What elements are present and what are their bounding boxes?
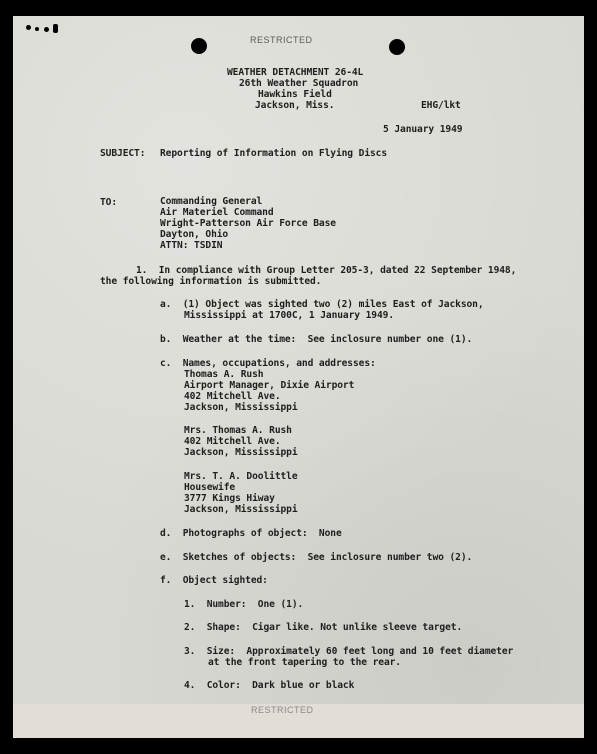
witness-line: Jackson, Mississippi — [184, 402, 298, 413]
witness-line: Mrs. Thomas A. Rush — [184, 425, 292, 436]
witness-line: 3777 Kings Hiway — [184, 493, 275, 504]
header-reference: EHG/lkt — [421, 100, 461, 111]
witness-line: Airport Manager, Dixie Airport — [184, 380, 355, 391]
to-label: TO: — [100, 197, 118, 208]
ink-dot — [35, 27, 39, 31]
item-c-label: c. Names, occupations, and addresses: — [160, 358, 376, 369]
witness-line: 402 Mitchell Ave. — [184, 391, 281, 402]
to-line: Wright-Patterson Air Force Base — [160, 218, 336, 229]
ink-dot — [26, 25, 31, 30]
subject-label: SUBJECT: — [100, 148, 146, 159]
witness-line: 402 Mitchell Ave. — [184, 436, 281, 447]
punch-hole — [191, 38, 207, 54]
item-e: e. Sketches of objects: See inclosure number two (2). — [160, 552, 473, 563]
item-f-2: 2. Shape: Cigar like. Not unlike sleeve target. — [184, 622, 463, 633]
witness-line: Thomas A. Rush — [184, 369, 264, 380]
witness-line: Jackson, Mississippi — [184, 447, 298, 458]
restricted-stamp-top: RESTRICTED — [250, 35, 313, 45]
item-d: d. Photographs of object: None — [160, 528, 342, 539]
witness-line: Jackson, Mississippi — [184, 504, 298, 515]
to-line: Dayton, Ohio — [160, 229, 229, 240]
to-attention-line: ATTN: TSDIN — [160, 240, 223, 251]
header-field: Hawkins Field — [258, 89, 332, 100]
item-a-line-1: a. (1) Object was sighted two (2) miles East of Jackson, — [160, 299, 484, 310]
header-unit: WEATHER DETACHMENT 26-4L — [227, 67, 364, 78]
item-a-line-2: Mississippi at 1700C, 1 January 1949. — [184, 310, 395, 321]
ink-dot — [44, 27, 49, 32]
to-line: Air Materiel Command — [160, 207, 274, 218]
item-f-4: 4. Color: Dark blue or black — [184, 680, 355, 691]
header-city: Jackson, Miss. — [255, 100, 335, 111]
header-squadron: 26th Weather Squadron — [239, 78, 359, 89]
paragraph-1-line-1: 1. In compliance with Group Letter 205-3, dated 22 September 1948, — [136, 265, 517, 276]
header-date: 5 January 1949 — [383, 124, 463, 135]
item-f-3-line-1: 3. Size: Approximately 60 feet long and 10 feet diameter — [184, 646, 514, 657]
witness-line: Mrs. T. A. Doolittle — [184, 471, 298, 482]
subject-text: Reporting of Information on Flying Discs — [160, 148, 388, 159]
item-f: f. Object sighted: — [160, 575, 268, 586]
restricted-stamp-bottom: RESTRICTED — [251, 705, 314, 715]
punch-hole — [389, 39, 405, 55]
item-b: b. Weather at the time: See inclosure number one (1). — [160, 334, 473, 345]
item-f-1: 1. Number: One (1). — [184, 599, 304, 610]
paragraph-1-line-2: the following information is submitted. — [100, 276, 322, 287]
item-f-3-line-2: at the front tapering to the rear. — [208, 657, 401, 668]
to-line: Commanding General — [160, 196, 263, 207]
witness-line: Housewife — [184, 482, 236, 493]
ink-dot — [53, 24, 58, 33]
document-page — [13, 16, 584, 738]
